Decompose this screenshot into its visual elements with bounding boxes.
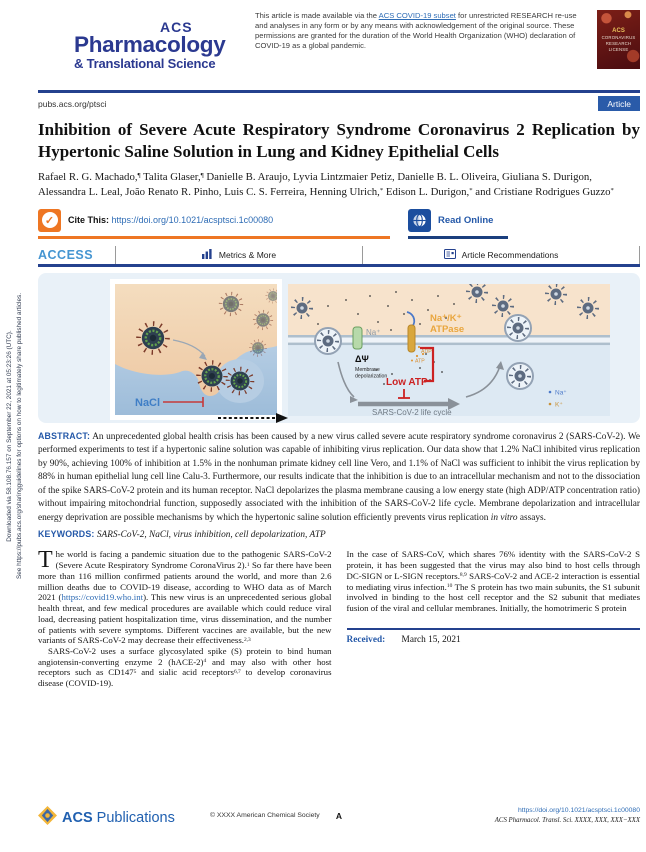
abstract-heading: ABSTRACT: [38, 430, 91, 441]
received-label: Received: [346, 634, 386, 645]
membrane-depolarization-label-1: Membrane [355, 366, 380, 373]
article-body [38, 549, 640, 688]
copyright-text: © XXXX American Chemical Society [210, 812, 320, 819]
atpase-label-2: ATPase [430, 323, 465, 335]
sodium-channel-label: Na⁺ [366, 327, 381, 337]
intro-paragraph [38, 549, 332, 645]
acs-covid-subset-link[interactable]: ACS COVID-19 subset [378, 11, 456, 20]
cover-line3: RESEARCH [605, 40, 632, 46]
read-online-button[interactable] [408, 209, 508, 239]
low-atp-label: Low ATP [386, 376, 428, 388]
logo-journal-name: Pharmacology [74, 32, 226, 57]
cite-this-box[interactable] [38, 209, 390, 239]
metrics-label: Metrics & More [218, 249, 277, 260]
journal-logo [38, 8, 253, 84]
article-recommendations-link[interactable] [363, 246, 640, 264]
cover-line2: CORONAVIRUS [601, 34, 636, 40]
received-date: March 15, 2021 [401, 634, 461, 645]
article-type-badge: Article [598, 96, 640, 111]
virus-cell-entry-illustration [110, 279, 282, 420]
masthead-row [38, 90, 640, 111]
cover-line4: LICENSE [608, 46, 629, 52]
rotated-download-notice [5, 238, 24, 634]
body-column-left [38, 549, 332, 688]
delta-psi-label: ΔΨ [355, 353, 369, 364]
footer-journal-citation: ACS Pharmacol. Transl. Sci. XXXX, XXX, XXX−XXX [494, 817, 640, 825]
logo-journal-subname: & Translational Science [74, 55, 216, 71]
acs-publications-logo[interactable] [38, 806, 210, 830]
page-footer [38, 806, 640, 830]
notice-text-post: for unrestricted RESEARCH re-use and analyses in any form or by any means with acknowledgement of the original source. These permissions are granted for the duration of the World Health Organization (WHO) declaration of COVID-19 as a global pandemic. [255, 11, 577, 50]
globe-icon [408, 209, 431, 232]
metrics-and-more-link[interactable] [116, 246, 363, 264]
abstract-section [38, 430, 640, 526]
logo-acs-text: ACS [160, 19, 193, 35]
notice-text-pre: This article is made available via the [255, 11, 379, 20]
graphical-abstract [38, 273, 640, 423]
publisher-rest: Publications [96, 810, 175, 826]
cite-this-label: Cite This: [68, 215, 110, 226]
read-online-label: Read Online [438, 214, 494, 226]
keywords-text: SARS-CoV-2, NaCl, virus inhibition, cell depolarization, ATP [96, 530, 326, 541]
adp-label: ADP [421, 348, 432, 355]
access-link[interactable] [38, 246, 116, 264]
keywords-heading: KEYWORDS: [38, 529, 95, 540]
article-title: Inhibition of Severe Acute Respiratory Syndrome Coronavirus 2 Replication by Hypertonic Saline Solution in Lung and Kidney Epithelial Cells [38, 120, 640, 162]
access-metrics-bar [38, 246, 640, 267]
sharing-guidelines-line: See https://pubs.acs.org/sharingguidelines for options on how to legitimately share published articles. [15, 293, 23, 579]
sars-cov-paragraph-text: In the case of SARS-CoV, which shares 76% identity with the SARS-CoV-2 S protein, it has been suggested that the virus may also bind to host cells through DC-SIGN or L-SIGN receptors.$^{8,9}$ SARS-CoV-2 and ACE-2 interaction is essential to mediating virus infection.$^{10}$ The S protein has two main subunits, the S1 subunit involved in binding to the host cell receptor and the S2 subunit that mediates fusion of the viral and cellular membranes. Initially, the homotrimeric S protein [346, 549, 640, 614]
dashed-arrow-icon [218, 411, 290, 429]
download-line: Downloaded via 58.108.76.157 on September 22, 2021 at 05:23:26 (UTC). [6, 330, 13, 542]
body-column-right [347, 549, 641, 688]
publisher-acs: ACS [62, 810, 93, 826]
membrane-depolarization-label-2: depolarization [355, 373, 388, 380]
dropcap: T [38, 547, 53, 574]
sars-cov-paragraph [347, 549, 641, 613]
footer-citation-block [495, 806, 640, 826]
coronavirus-license-cover-thumbnail [597, 10, 640, 69]
recommendations-label: Article Recommendations [461, 249, 559, 260]
page-letter: A [335, 811, 343, 821]
cite-bar [38, 209, 640, 240]
doi-link[interactable]: https://doi.org/10.1021/acsptsci.1c00080 [111, 215, 274, 226]
atpase-label-1: Na⁺/K⁺ [430, 312, 462, 324]
legend-potassium-label: K⁺ [555, 401, 563, 409]
bar-chart-icon [202, 246, 213, 264]
author-list: Rafael R. G. Machado,¶ Talita Glaser,¶ Danielle B. Araujo, Lyvia Lintzmaier Petiz, Danielle B. L. Oliveira, Giuliana S. Durigon, Alessandra L. Leal, João Renato R. Pinho, Luis C. S. Ferreira, Henning Ulrich,* Edison L. Durigon,* and Cristiane Rodrigues Guzzo* [38, 170, 614, 199]
acs-diamond-icon [38, 806, 57, 830]
covid-license-notice [253, 8, 597, 84]
mechanism-schematic [288, 284, 610, 416]
nacl-label: NaCl [135, 396, 161, 409]
legend-sodium-label: Na⁺ [555, 389, 567, 397]
journal-header [38, 8, 640, 84]
recommendations-icon [444, 246, 456, 264]
check-icon: ✓ [42, 212, 58, 228]
access-label: ACCESS [38, 247, 94, 262]
atp-label: ATP [415, 358, 425, 365]
spike-paragraph-text: SARS-CoV-2 uses a surface glycosylated spike (S) protein to bind human angiotensin-converting enzyme 2 (hACE-2)$^4$ and may also with other host receptors such as $CD147^5$ and sialic acid receptors$^{6,7}$ to develop coronavirus disease (COVID-19). [38, 645, 332, 689]
cite-check-badge [38, 209, 61, 232]
spike-paragraph [38, 646, 332, 689]
journal-url[interactable]: pubs.acs.org/ptsci [38, 98, 107, 109]
intro-paragraph-text: he world is facing a pandemic situation due to the pathogenic SARS-CoV-2 (Severe Acute Respiratory Syndrome CoronaVirus 2).$^1$ So far there have been more than 116 million confirmed patients around the world, and more than 2.6 million deaths due to COVID-19 disease, according to WHO data as of March 2021 (https://covid19.who.int). This new virus is an unprecedented serious global health threat, and few medical procedures are available which could reduce viral load, decreasing patient hospitalization time, virus dissemination, and the number of patients with severe symptoms. Different vaccines are available, but the new variants of SARS-CoV-2 may decrease their effectiveness.$^{2,3}$ [38, 549, 332, 646]
abstract-text: An unprecedented global health crisis has been caused by a new virus called severe acute respiratory syndrome coronavirus 2 (SARS-CoV-2). We performed experiments to test if a hypertonic saline solution was capable of inhibiting virus replication. Our data show that 1.2% NaCl inhibited virus replication by 90%, achieving 100% of inhibition at 1.5% in the nonhuman primate kidney cell line Vero, and 1.1% of NaCl was sufficient to inhibit the virus replication by 88% in human epithelial lung cell line Calu-3. Furthermore, our results indicate that the inhibition is due to an intracellular mechanism and not to the dissociation of the spike SARS-CoV-2 protein and its human receptor. NaCl depolarizes the plasma membrane causing a low energy state (high ADP/ATP concentration ratio) without impairing mitochondrial function, supposedly associated with the inhibition of the SARS-CoV-2 life cycle. Membrane depolarization and intracellular energy deprivation are possible mechanisms by which the hypertonic saline solution efficiently prevents virus replication in vitro assays. [38, 431, 641, 523]
received-block [347, 628, 641, 646]
keywords-section [38, 529, 640, 540]
cover-acs-text: ACS [612, 27, 625, 34]
footer-doi-link[interactable]: https://doi.org/10.1021/acsptsci.1c00080 [517, 807, 640, 814]
life-cycle-label: SARS-CoV-2 life cycle [372, 407, 452, 416]
